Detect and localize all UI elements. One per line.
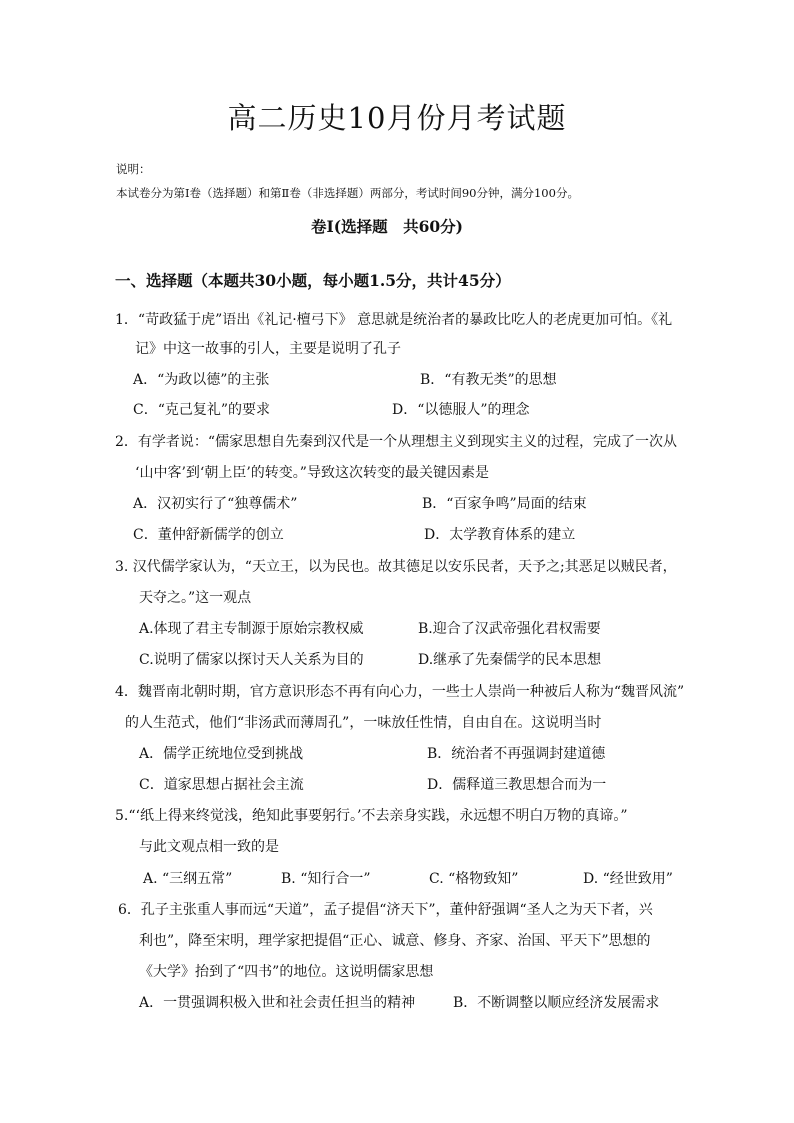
option-c: C.说明了儒家以探讨天人关系为目的: [139, 652, 364, 668]
option-b: B．不断调整以顺应经济发展需求: [453, 995, 660, 1011]
question-stem-line: 记》中这一故事的引人，主要是说明了孔子: [135, 341, 401, 357]
question-stem-line: 1．“苛政猛于虎”语出《礼记·檀弓下》 意思就是统治者的暴政比吃人的老虎更加可怕。《礼: [115, 312, 673, 328]
option-b: B．统治者不再强调封建道德: [427, 746, 606, 762]
question-stem-line: 天夺之。”这一观点: [139, 590, 252, 606]
question-stem-line: 的人生范式，他们“非汤武而薄周孔”，一味放任性情，自由自在。这说明当时: [125, 715, 602, 731]
question-stem-line: 利也”，降至宋明，理学家把提倡“正心、诚意、修身、齐家、治国、平天下”思想的: [139, 933, 651, 949]
option-b: B. “知行合一”: [281, 871, 371, 887]
option-c: C．道家思想占据社会主流: [139, 777, 304, 793]
question-stem-line: 5.“‘纸上得来终觉浅，绝知此事要躬行。’不去亲身实践，永远想不明白万物的真谛。”: [115, 808, 628, 824]
option-c: C. “格物致知”: [429, 871, 519, 887]
option-c: C．董仲舒新儒学的创立: [133, 527, 284, 543]
option-b: B．“有教无类”的思想: [420, 372, 557, 388]
section-heading: 卷Ⅰ(选择题 共60分): [311, 217, 463, 236]
option-b: B．“百家争鸣”局面的结束: [422, 496, 587, 512]
question-stem-line: 2．有学者说：“儒家思想自先秦到汉代是一个从理想主义到现实主义的过程，完成了一次从: [115, 434, 678, 450]
question-stem-line: 6．孔子主张重人事而远“天道”，孟子提倡“济天下”，董仲舒强调“圣人之为天下者，兴: [118, 902, 653, 918]
question-stem-line: ‘山中客’到‘朝上臣’的转变。”导致这次转变的最关键因素是: [135, 465, 489, 481]
question-stem-line: 3. 汉代儒学家认为，“天立王，以为民也。故其德足以安乐民者，天予之;其恶足以贼民者，: [115, 559, 677, 575]
option-d: D．“以德服人”的理念: [392, 402, 530, 418]
option-a: A．一贯强调积极入世和社会责任担当的精神: [139, 995, 416, 1011]
note-text: 本试卷分为第Ⅰ卷（选择题）和第Ⅱ卷（非选择题）两部分，考试时间90分钟，满分100分。: [116, 186, 579, 200]
option-c: C．“克己复礼”的要求: [133, 402, 271, 418]
option-d: D．儒释道三教思想合而为一: [427, 777, 607, 793]
note-label: 说明：: [116, 162, 151, 176]
option-a: A.体现了君主专制源于原始宗教权威: [139, 621, 364, 637]
option-a: A．汉初实行了“独尊儒术”: [133, 496, 298, 512]
question-stem-line: 与此文观点相一致的是: [139, 839, 279, 855]
question-stem-line: 4．魏晋南北朝时期，官方意识形态不再有向心力，一些士人崇尚一种被后人称为“魏晋风流”: [115, 684, 685, 700]
question-stem-line: 《大学》抬到了“四书”的地位。这说明儒家思想: [139, 964, 434, 980]
option-a: A．“为政以德”的主张: [133, 372, 270, 388]
option-d: D．太学教育体系的建立: [424, 527, 576, 543]
page-title: 高二历史10月份月考试题: [227, 101, 567, 135]
option-b: B.迎合了汉武帝强化君权需要: [418, 621, 601, 637]
part-heading: 一、选择题（本题共30小题，每小题1.5分，共计45分）: [115, 271, 511, 290]
option-d: D. “经世致用”: [583, 871, 673, 887]
option-d: D.继承了先秦儒学的民本思想: [418, 652, 602, 668]
option-a: A．儒学正统地位受到挑战: [139, 746, 304, 762]
option-a: A. “三纲五常”: [143, 871, 233, 887]
